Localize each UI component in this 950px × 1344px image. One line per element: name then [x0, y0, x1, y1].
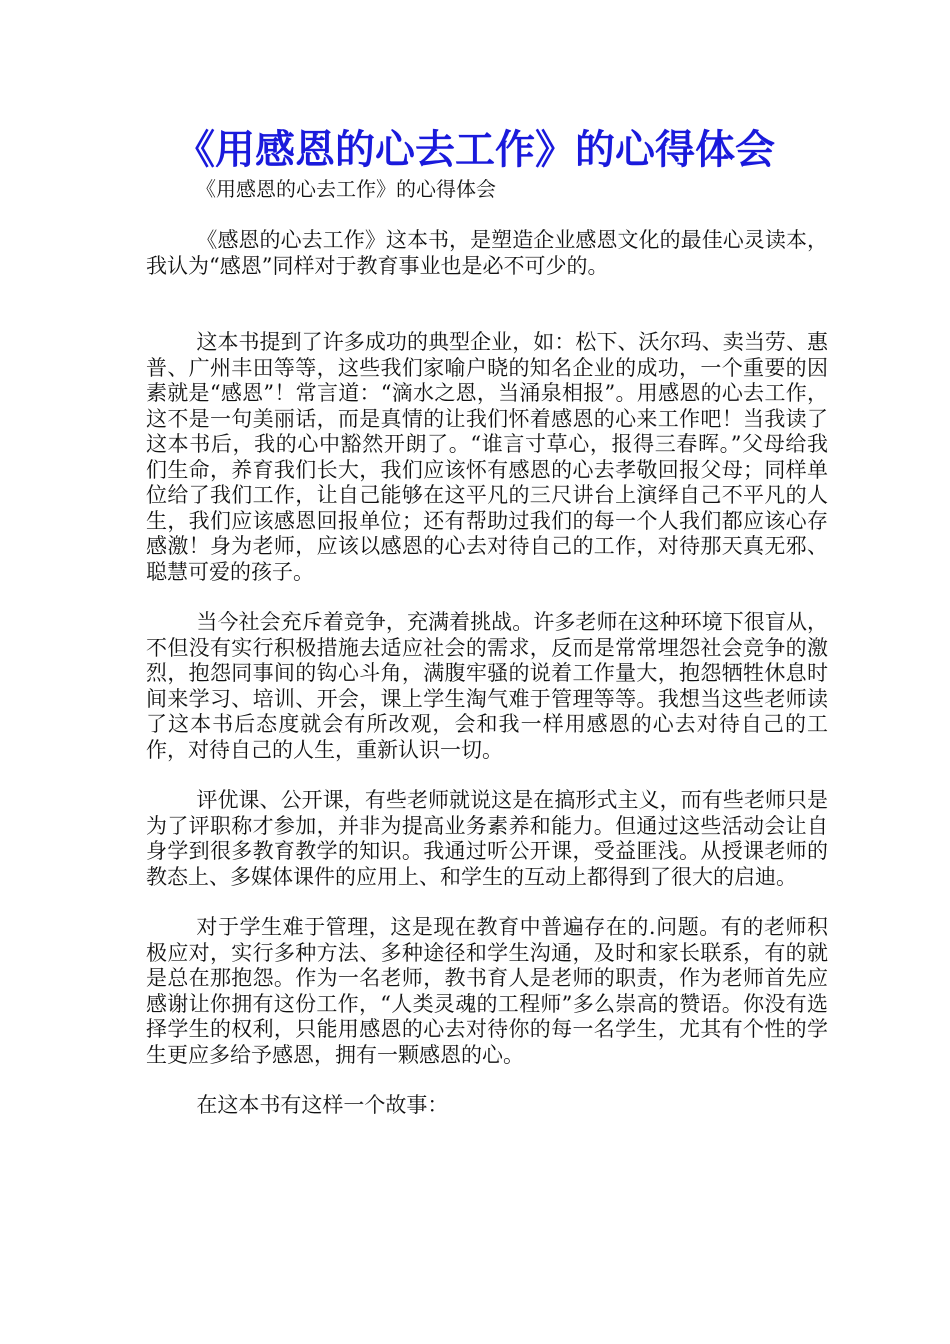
paragraph-spacer [146, 585, 828, 610]
paragraph: 评优课、公开课，有些老师就说这是在搞形式主义，而有些老师只是为了评职称才参加，并非为提高业务素养和能力。但通过这些活动会让自身学到很多教育教学的知识。我通过听公开课，受益匪浅。从授课老师的教态上、多媒体课件的应用上、和学生的互动上都得到了很大的启迪。 [146, 788, 828, 889]
document-body [146, 228, 828, 1119]
document-title: 《用感恩的心去工作》的心得体会 [175, 126, 775, 173]
paragraph: 对于学生难于管理，这是现在教育中普遍存在的.问题。有的老师积极应对，实行多种方法、多种途径和学生沟通，及时和家长联系，有的就是总在那抱怨。作为一名老师，教书育人是老师的职责，作为老师首先应感谢让你拥有这份工作，“人类灵魂的工程师”多么崇高的赞语。你没有选择学生的权利，只能用感恩的心去对待你的每一名学生，尤其有个性的学生更应多给予感恩，拥有一颗感恩的心。 [146, 915, 828, 1067]
paragraph-spacer [146, 1068, 828, 1093]
paragraph-spacer [146, 890, 828, 915]
paragraph: 这本书提到了许多成功的典型企业，如：松下、沃尔玛、卖当劳、惠普、广州丰田等等，这些我们家喻户晓的知名企业的成功，一个重要的因素就是“感恩”！常言道：“滴水之恩，当涌泉相报”。用感恩的心去工作，这不是一句美丽话，而是真情的让我们怀着感恩的心来工作吧！当我读了这本书后，我的心中豁然开朗了。“谁言寸草心，报得三春晖。”父母给我们生命，养育我们长大，我们应该怀有感恩的心去孝敬回报父母；同样单位给了我们工作，让自己能够在这平凡的三尺讲台上演绎自己不平凡的人生，我们应该感恩回报单位；还有帮助过我们的每一个人我们都应该心存感激！身为老师，应该以感恩的心去对待自己的工作，对待那天真无邪、聪慧可爱的孩子。 [146, 330, 828, 584]
paragraph: 在这本书有这样一个故事： [196, 1093, 449, 1117]
paragraph-spacer [146, 763, 828, 788]
paragraph-spacer [146, 279, 828, 330]
paragraph: 《感恩的心去工作》这本书，是塑造企业感恩文化的最佳心灵读本，我认为“感恩”同样对于教育事业也是必不可少的。 [146, 228, 828, 278]
paragraph: 当今社会充斥着竞争，充满着挑战。许多老师在这种环境下很盲从，不但没有实行积极措施去适应社会的需求，反而是常常埋怨社会竞争的激烈，抱怨同事间的钩心斗角，满腹牢骚的说着工作量大，抱怨牺牲休息时间来学习、培训、开会，课上学生淘气难于管理等等。我想当这些老师读了这本书后态度就会有所改观，会和我一样用感恩的心去对待自己的工作，对待自己的人生，重新认识一切。 [146, 610, 828, 762]
document-subtitle: 《用感恩的心去工作》的心得体会 [196, 177, 496, 201]
